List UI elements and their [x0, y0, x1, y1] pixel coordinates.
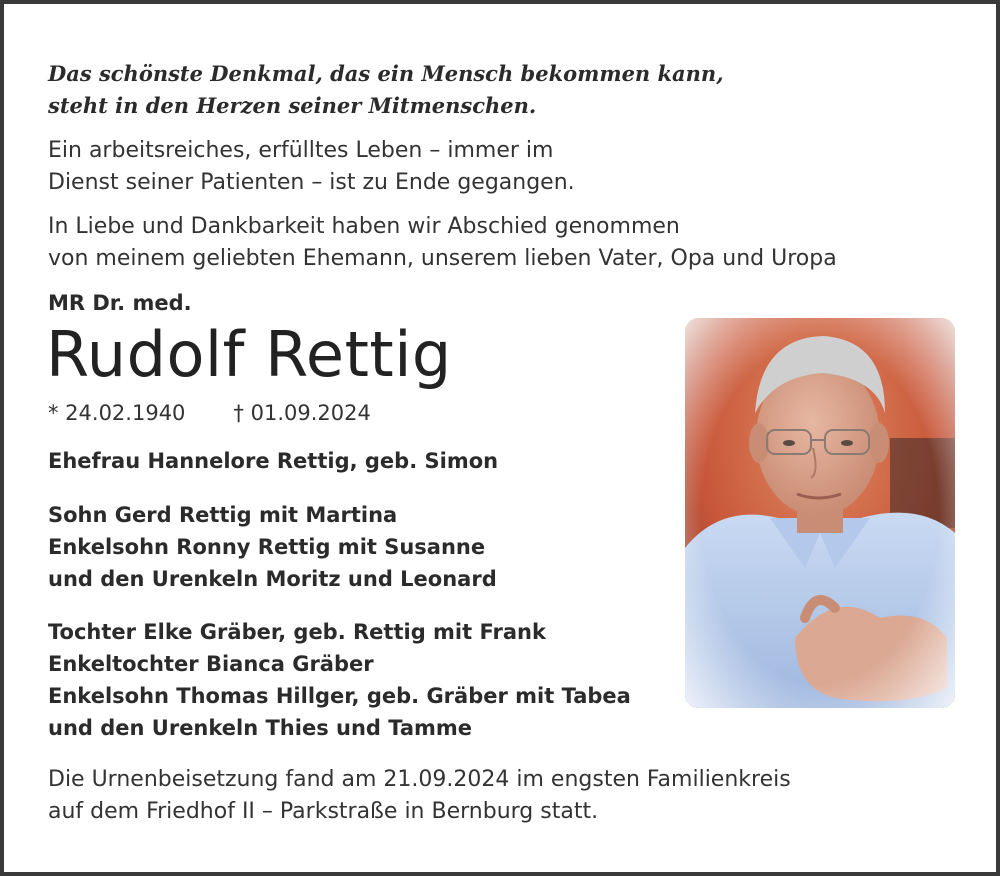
family-line: Tochter Elke Gräber, geb. Rettig mit Frank	[48, 620, 546, 644]
quote-line-1: Das schönste Denkmal, das ein Mensch bekommen kann,	[48, 61, 724, 86]
burial-line-2: auf dem Friedhof II – Parkstraße in Bernburg statt.	[48, 799, 599, 824]
family-line: Enkelsohn Thomas Hillger, geb. Gräber mit Tabea	[48, 684, 631, 708]
family-group-son	[48, 499, 497, 595]
family-line: Enkeltochter Bianca Gräber	[48, 652, 374, 676]
family-wife	[48, 445, 498, 477]
intro-line-2: Dienst seiner Patienten – ist zu Ende gegangen.	[48, 170, 575, 195]
family-line: Enkelsohn Ronny Rettig mit Susanne	[48, 535, 486, 559]
death-date: † 01.09.2024	[233, 401, 371, 425]
memorial-quote	[48, 58, 808, 122]
farewell-line-1: In Liebe und Dankbarkeit haben wir Abschied genommen	[48, 214, 680, 239]
deceased-name: Rudolf Rettig	[46, 318, 452, 391]
family-line: Sohn Gerd Rettig mit Martina	[48, 503, 398, 527]
burial-line-1: Die Urnenbeisetzung fand am 21.09.2024 im engsten Familienkreis	[48, 767, 791, 792]
burial-notice	[48, 764, 791, 828]
intro-line-1: Ein arbeitsreiches, erfülltes Leben – immer im	[48, 138, 554, 163]
birth-date: * 24.02.1940	[48, 401, 186, 425]
intro-paragraph	[48, 135, 948, 199]
farewell-line-2: von meinem geliebten Ehemann, unserem lieben Vater, Opa und Uropa	[48, 246, 837, 271]
academic-title: MR Dr. med.	[48, 291, 192, 315]
family-group-daughter	[48, 616, 631, 744]
life-dates	[48, 401, 371, 425]
portrait-illustration	[685, 318, 955, 708]
farewell-paragraph	[48, 211, 948, 275]
portrait-photo	[685, 318, 955, 708]
family-line: Ehefrau Hannelore Rettig, geb. Simon	[48, 449, 499, 473]
family-line: und den Urenkeln Moritz und Leonard	[48, 567, 497, 591]
family-line: und den Urenkeln Thies und Tamme	[48, 716, 473, 740]
quote-line-2: steht in den Herzen seiner Mitmenschen.	[48, 93, 537, 118]
